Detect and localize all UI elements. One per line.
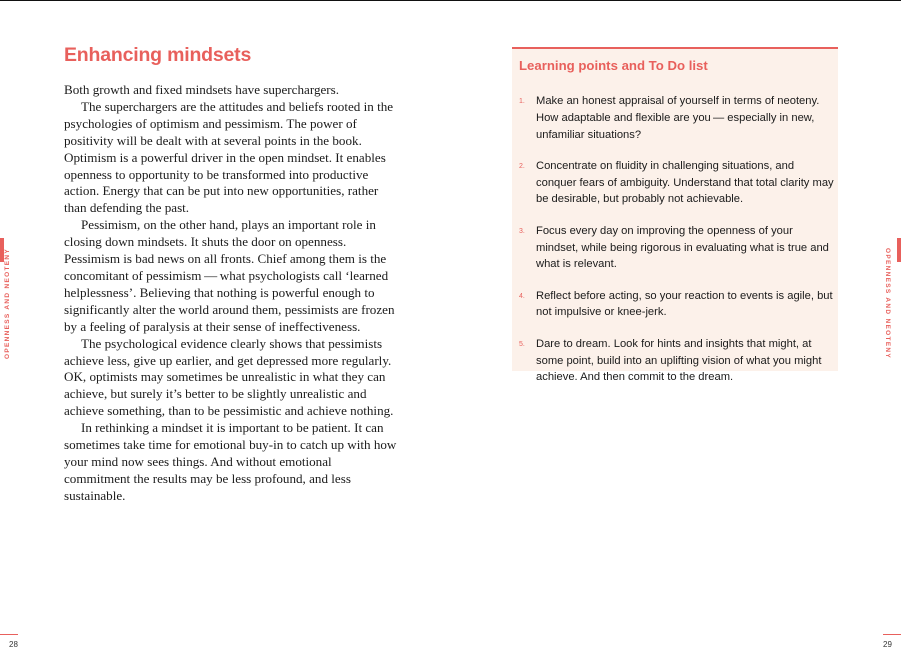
list-item bbox=[519, 223, 835, 273]
learning-points-list bbox=[519, 93, 835, 401]
list-item bbox=[519, 158, 835, 208]
right-page-number-rule bbox=[883, 634, 901, 635]
list-item-number: 3. bbox=[519, 227, 525, 235]
left-page-number-rule bbox=[0, 634, 18, 635]
list-item-text: Dare to dream. Look for hints and insights that might, at some point, build into an uplifting vision of what you might achieve. And then commit to the dream. bbox=[536, 337, 822, 384]
left-side-section-label: OPENNESS AND NEOTENY bbox=[4, 248, 11, 359]
left-page-number: 28 bbox=[9, 640, 18, 649]
body-paragraph: In rethinking a mindset it is important to be patient. It can sometimes take time for emotional buy-in to catch up with how your mind now sees things. And without emotional commitment the results may be less profound, and less sustainable. bbox=[64, 420, 397, 503]
page-heading: Enhancing mindsets bbox=[64, 44, 252, 66]
right-page-number: 29 bbox=[883, 640, 892, 649]
learning-points-title: Learning points and To Do list bbox=[519, 58, 708, 73]
list-item-number: 2. bbox=[519, 162, 525, 170]
body-paragraph: Pessimism, on the other hand, plays an important role in closing down mindsets. It shuts the door on openness. Pessimism is bad news on all fronts. Chief among them is the concomitant of pessimism — what psychologists call ‘learned helplessness’. Believing that nothing is powerful enough to significantly alter the world around them, pessimists are frozen by a feeling of paralysis at their sense of ineffectiveness. bbox=[64, 217, 395, 334]
list-item bbox=[519, 93, 835, 143]
top-border-line bbox=[0, 0, 901, 1]
learning-points-box bbox=[512, 47, 838, 384]
list-item-text: Focus every day on improving the openness of your mindset, while being rigorous in evaluating what is true and what is relevant. bbox=[536, 224, 829, 271]
list-item bbox=[519, 336, 835, 386]
list-item-number: 4. bbox=[519, 292, 525, 300]
body-paragraph: The psychological evidence clearly shows that pessimists achieve less, give up earlier, and get depressed more regularly. OK, optimists may sometimes be unrealistic in what they can achieve, but surely it’s better to be slightly unrealistic and achieve something, than to be pessimistic and achieve nothing. bbox=[64, 335, 394, 419]
right-side-tab-marker bbox=[897, 238, 901, 262]
right-side-section-label: OPENNESS AND NEOTENY bbox=[884, 248, 891, 359]
list-item-number: 5. bbox=[519, 340, 525, 348]
list-item bbox=[519, 288, 835, 322]
list-item-number: 1. bbox=[519, 98, 525, 105]
body-paragraph: Both growth and fixed mindsets have superchargers. bbox=[64, 82, 340, 97]
list-item-text: Concentrate on fluidity in challenging situations, and conquer fears of ambiguity. Understand that total clarity may be desirable, but probably not achievable. bbox=[536, 159, 834, 206]
list-item-text: Make an honest appraisal of yourself in terms of neoteny. How adaptable and flexible are you — especially in new, unfamiliar situations? bbox=[536, 95, 820, 141]
list-item-text: Reflect before acting, so your reaction to events is agile, but not impulsive or knee-jerk. bbox=[536, 289, 833, 319]
body-paragraph: The superchargers are the attitudes and beliefs rooted in the psychologies of optimism and pessimism. The power of positivity will be dealt with at several points in the book. Optimism is a powerful driver in the open mindset. It enables openness to opportunity to be transformed into productive action. Energy that can be put into new opportunities, rather than defending the past. bbox=[64, 98, 394, 216]
body-text bbox=[64, 82, 400, 505]
